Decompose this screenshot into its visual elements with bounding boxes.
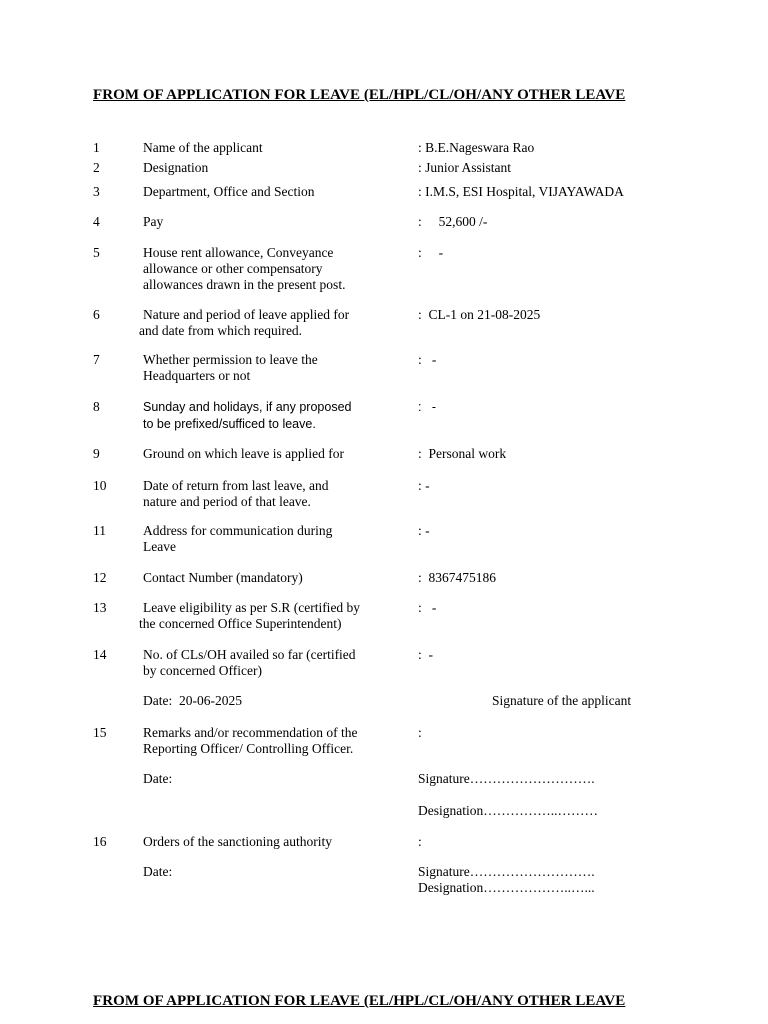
item-number: 1 [93,140,100,155]
form-title-next-page: FROM OF APPLICATION FOR LEAVE (EL/HPL/CL/OH/ANY OTHER LEAVE [93,993,626,1009]
authority-date: Date: [143,864,173,879]
officer-date: Date: [143,771,173,786]
item-value: : - [418,523,430,538]
item-value: : [418,725,422,740]
item-label: Leave eligibility as per S.R (certified by the concerned Office Superintendent) [139,600,361,631]
item-value: : Junior Assistant [418,160,512,175]
item-label: Address for communication during Leave [143,523,333,554]
item-number: 10 [93,478,107,493]
item-label: Pay [143,214,164,229]
item-number: 16 [93,834,107,849]
item-value: : 8367475186 [418,570,497,585]
item-value: : - [418,600,437,615]
item-label: Department, Office and Section [143,184,315,199]
item-value: : CL-1 on 21-08-2025 [418,307,541,322]
item-label: Orders of the sanctioning authority [143,834,332,849]
item-value: : - [418,352,437,367]
item-number: 8 [93,399,100,414]
item-value: : B.E.Nageswara Rao [418,140,535,155]
item-label: Ground on which leave is applied for [143,446,344,461]
item-number: 3 [93,184,100,199]
item-number: 7 [93,352,100,367]
form-title: FROM OF APPLICATION FOR LEAVE (EL/HPL/CL/OH/ANY OTHER LEAVE [93,87,626,103]
officer-signature: Signature………………………. [418,771,595,786]
item-number: 13 [93,600,107,615]
item-label: No. of CLs/OH availed so far (certified by concerned Officer) [143,647,356,678]
officer-designation: Designation……………..……… [418,803,598,818]
item-label: Sunday and holidays, if any proposed to be prefixed/sufficed to leave. [143,400,352,431]
applicant-signature-label: Signature of the applicant [492,693,632,708]
item-label: Date of return from last leave, and nature and period of that leave. [143,478,329,509]
item-number: 15 [93,725,107,740]
item-number: 6 [93,307,100,322]
item-value: : - [418,478,430,493]
applicant-date: Date: 20-06-2025 [143,693,242,708]
item-number: 9 [93,446,100,461]
item-value: : Personal work [418,446,507,461]
item-value: : [418,834,422,849]
item-label: Contact Number (mandatory) [143,570,303,585]
item-value: : 52,600 /- [418,214,488,229]
item-label: Remarks and/or recommendation of the Reporting Officer/ Controlling Officer. [143,725,358,756]
item-value: : I.M.S, ESI Hospital, VIJAYAWADA [418,184,624,199]
item-label: Nature and period of leave applied for and date from which required. [139,307,350,338]
item-number: 2 [93,160,100,175]
item-value: : - [418,400,437,414]
item-number: 12 [93,570,107,585]
item-value: : - [418,647,433,662]
item-number: 14 [93,647,107,662]
item-label: Name of the applicant [143,140,263,155]
item-label: House rent allowance, Conveyance allowance or other compensatory allowances drawn in the present post. [143,245,346,292]
item-value: : - [418,245,444,260]
authority-signature: Signature………………………. Designation………………..…... [418,864,595,895]
item-number: 4 [93,214,100,229]
item-label: Whether permission to leave the Headquarters or not [143,352,318,383]
item-number: 5 [93,245,100,260]
item-number: 11 [93,523,106,538]
item-label: Designation [143,160,209,175]
